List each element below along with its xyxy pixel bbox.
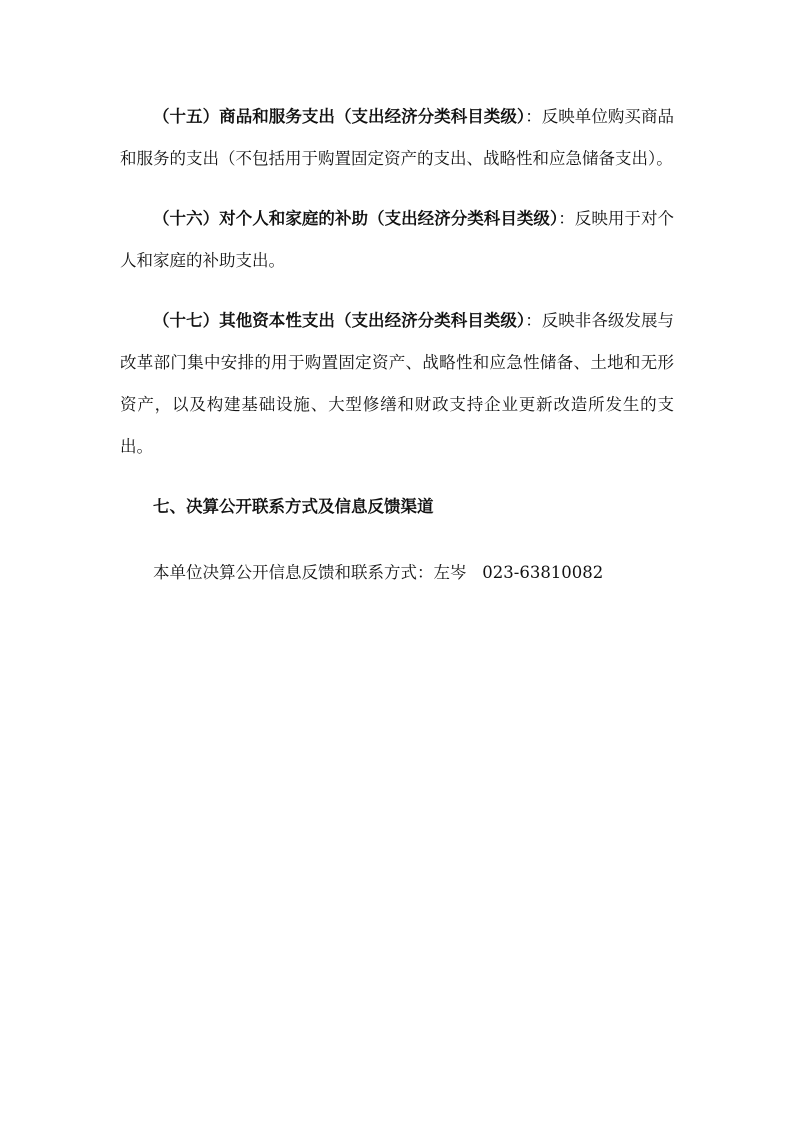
section-heading: 七、决算公开联系方式及信息反馈渠道 bbox=[153, 497, 434, 516]
paragraph-lead: （十七）其他资本性支出（支出经济分类科目类级） bbox=[153, 311, 526, 330]
paragraph-body: ：反映非各级发展与改革部门集中安排的用于购置固定资产、战略性和应急性储备、土地和无形资产，以及构建基础设施、大型修缮和财政支持企业更新改造所发生的支出。 bbox=[120, 311, 675, 456]
paragraph-lead: （十五）商品和服务支出（支出经济分类科目类级） bbox=[153, 107, 526, 126]
document-page bbox=[120, 96, 674, 594]
contact-name: 左岑 bbox=[433, 563, 467, 582]
contact-phone: 023-63810082 bbox=[482, 563, 604, 582]
paragraph-personal-subsidy bbox=[120, 198, 674, 282]
paragraph-other-capital bbox=[120, 300, 674, 468]
paragraph-body: ：反映用于对个人和家庭的补助支出。 bbox=[120, 209, 675, 270]
paragraph-body: ：反映单位购买商品和服务的支出（不包括用于购置固定资产的支出、战略性和应急储备支出）。 bbox=[120, 107, 675, 168]
contact-line bbox=[120, 552, 674, 594]
paragraph-goods-services bbox=[120, 96, 674, 180]
contact-label: 本单位决算公开信息反馈和联系方式： bbox=[153, 563, 434, 582]
paragraph-lead: （十六）对个人和家庭的补助（支出经济分类科目类级） bbox=[153, 209, 559, 228]
